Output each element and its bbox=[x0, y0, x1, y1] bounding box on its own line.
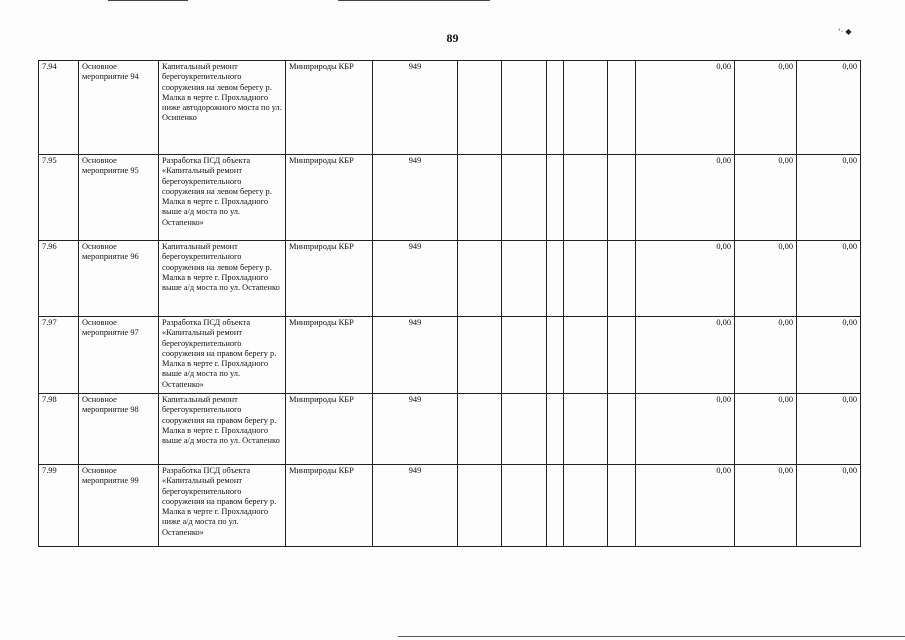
row-value-3: 0,00 bbox=[797, 465, 861, 547]
row-id: 7.95 bbox=[39, 155, 79, 241]
row-name: Основное мероприятие 95 bbox=[79, 155, 159, 241]
table-body bbox=[39, 61, 861, 547]
row-executor: Минприроды КБР bbox=[286, 394, 373, 465]
row-name: Основное мероприятие 94 bbox=[79, 61, 159, 155]
row-value-1: 0,00 bbox=[636, 317, 735, 394]
row-value-2: 0,00 bbox=[735, 241, 797, 317]
row-description: Разработка ПСД объекта «Капитальный ремонт берегоукрепительного сооружения на правом берегу р. Малка в черте г. Прохладного выше а/д моста по ул. Остапенко» bbox=[159, 317, 286, 394]
empty-cell bbox=[608, 394, 636, 465]
row-code: 949 bbox=[373, 241, 458, 317]
row-description: Капитальный ремонт берегоукрепительного сооружения на правом берегу р. Малка в черте г. Прохладного выше а/д моста по ул. Остапенко bbox=[159, 394, 286, 465]
empty-cell bbox=[458, 241, 502, 317]
empty-cell bbox=[564, 61, 608, 155]
empty-cell bbox=[502, 155, 547, 241]
empty-cell bbox=[547, 241, 564, 317]
row-id: 7.96 bbox=[39, 241, 79, 317]
empty-cell bbox=[502, 317, 547, 394]
row-value-1: 0,00 bbox=[636, 155, 735, 241]
empty-cell bbox=[502, 465, 547, 547]
row-description: Капитальный ремонт берегоукрепительного сооружения на левом берегу р. Малка в черте г. Прохладного ниже автодорожного моста по ул. Осипенко bbox=[159, 61, 286, 155]
empty-cell bbox=[458, 155, 502, 241]
empty-cell bbox=[547, 465, 564, 547]
row-name: Основное мероприятие 97 bbox=[79, 317, 159, 394]
row-description: Разработка ПСД объекта «Капитальный ремонт берегоукрепительного сооружения на левом берегу р. Малка в черте г. Прохладного выше а/д моста по ул. Остапенко» bbox=[159, 155, 286, 241]
empty-cell bbox=[547, 61, 564, 155]
row-description: Капитальный ремонт берегоукрепительного сооружения на левом берегу р. Малка в черте г. Прохладного выше а/д моста по ул. Остапенко bbox=[159, 241, 286, 317]
row-value-1: 0,00 bbox=[636, 465, 735, 547]
row-value-2: 0,00 bbox=[735, 394, 797, 465]
row-value-3: 0,00 bbox=[797, 394, 861, 465]
empty-cell bbox=[458, 317, 502, 394]
empty-cell bbox=[547, 155, 564, 241]
row-code: 949 bbox=[373, 61, 458, 155]
table-row bbox=[39, 61, 861, 155]
row-name: Основное мероприятие 96 bbox=[79, 241, 159, 317]
page-number: 89 bbox=[446, 31, 459, 45]
scan-bottom-line bbox=[398, 636, 905, 637]
empty-cell bbox=[458, 394, 502, 465]
row-code: 949 bbox=[373, 317, 458, 394]
empty-cell bbox=[564, 317, 608, 394]
empty-cell bbox=[458, 465, 502, 547]
empty-cell bbox=[458, 61, 502, 155]
row-id: 7.97 bbox=[39, 317, 79, 394]
row-executor: Минприроды КБР bbox=[286, 61, 373, 155]
row-name: Основное мероприятие 99 bbox=[79, 465, 159, 547]
empty-cell bbox=[564, 155, 608, 241]
row-id: 7.94 bbox=[39, 61, 79, 155]
empty-cell bbox=[547, 317, 564, 394]
empty-cell bbox=[608, 61, 636, 155]
row-value-2: 0,00 bbox=[735, 317, 797, 394]
row-value-3: 0,00 bbox=[797, 155, 861, 241]
scan-edge-line-left bbox=[108, 0, 188, 1]
empty-cell bbox=[608, 317, 636, 394]
table-row bbox=[39, 241, 861, 317]
empty-cell bbox=[502, 61, 547, 155]
row-name: Основное мероприятие 98 bbox=[79, 394, 159, 465]
budget-table bbox=[38, 60, 861, 547]
row-value-3: 0,00 bbox=[797, 317, 861, 394]
scan-edge-line-right bbox=[338, 0, 490, 1]
empty-cell bbox=[608, 241, 636, 317]
row-description: Разработка ПСД объекта «Капитальный ремонт берегоукрепительного сооружения на правом берегу р. Малка в черте г. Прохладного ниже а/д моста по ул. Остапенко» bbox=[159, 465, 286, 547]
row-code: 949 bbox=[373, 155, 458, 241]
row-value-2: 0,00 bbox=[735, 465, 797, 547]
empty-cell bbox=[608, 155, 636, 241]
table-row bbox=[39, 317, 861, 394]
empty-cell bbox=[547, 394, 564, 465]
row-code: 949 bbox=[373, 465, 458, 547]
row-id: 7.99 bbox=[39, 465, 79, 547]
row-executor: Минприроды КБР bbox=[286, 465, 373, 547]
table-row bbox=[39, 155, 861, 241]
row-value-3: 0,00 bbox=[797, 61, 861, 155]
empty-cell bbox=[564, 394, 608, 465]
row-value-1: 0,00 bbox=[636, 61, 735, 155]
row-executor: Минприроды КБР bbox=[286, 317, 373, 394]
row-id: 7.98 bbox=[39, 394, 79, 465]
empty-cell bbox=[502, 394, 547, 465]
empty-cell bbox=[564, 241, 608, 317]
scan-corner-marks: ‘· ◆ bbox=[838, 27, 852, 36]
row-value-2: 0,00 bbox=[735, 61, 797, 155]
row-code: 949 bbox=[373, 394, 458, 465]
table-row bbox=[39, 394, 861, 465]
empty-cell bbox=[608, 465, 636, 547]
row-value-1: 0,00 bbox=[636, 394, 735, 465]
row-value-2: 0,00 bbox=[735, 155, 797, 241]
empty-cell bbox=[502, 241, 547, 317]
table-row bbox=[39, 465, 861, 547]
row-value-3: 0,00 bbox=[797, 241, 861, 317]
empty-cell bbox=[564, 465, 608, 547]
row-value-1: 0,00 bbox=[636, 241, 735, 317]
row-executor: Минприроды КБР bbox=[286, 241, 373, 317]
row-executor: Минприроды КБР bbox=[286, 155, 373, 241]
